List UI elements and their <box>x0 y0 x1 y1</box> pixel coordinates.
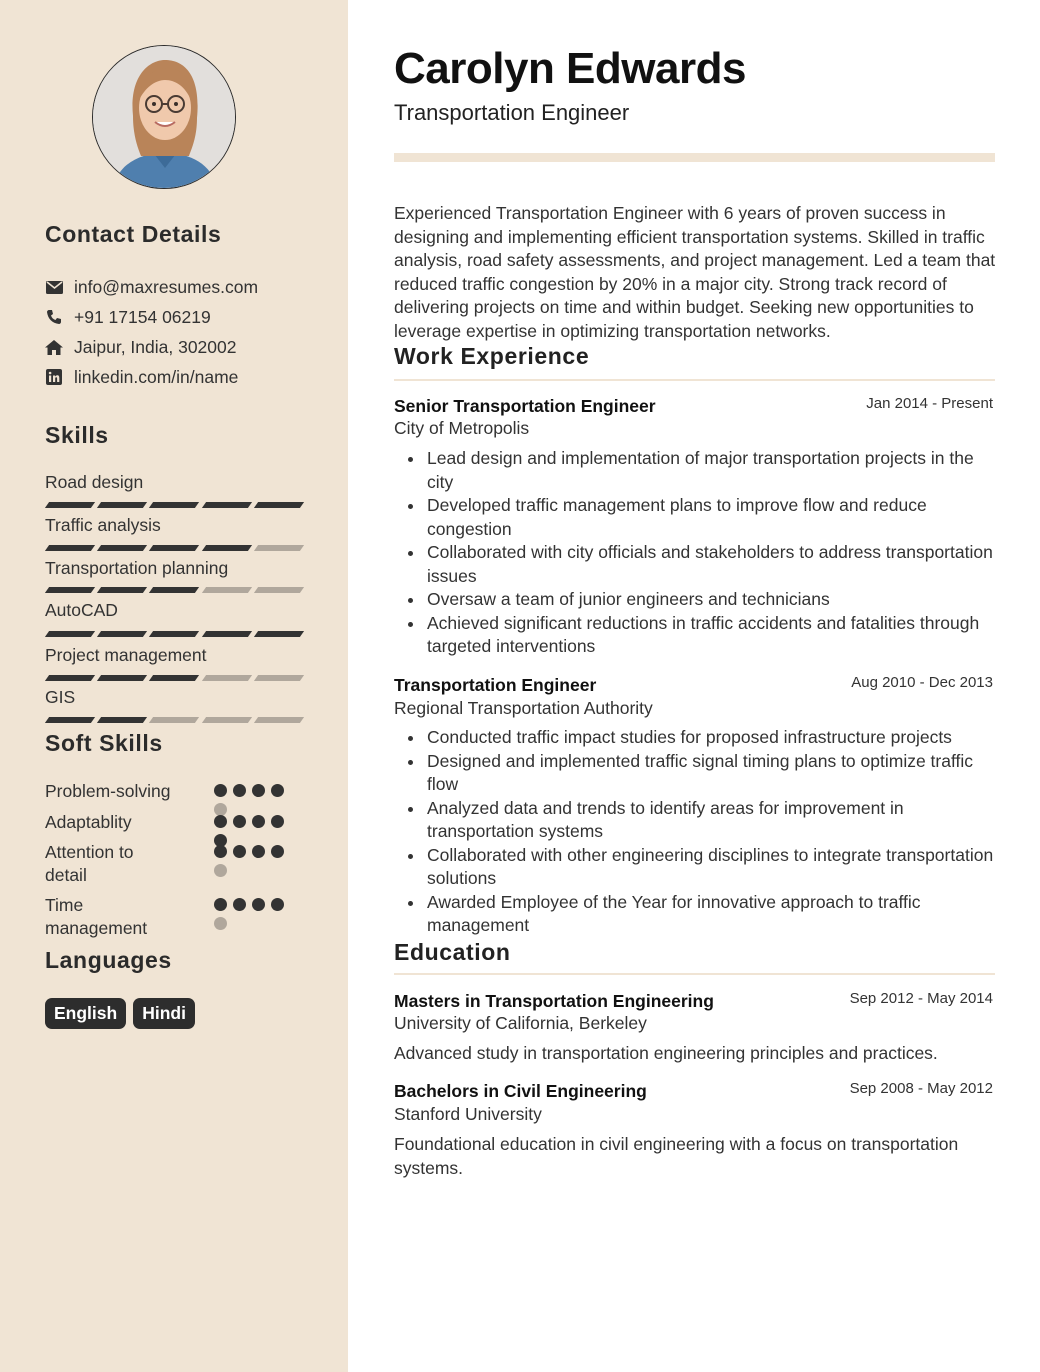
skill-level-bar <box>47 675 302 681</box>
skill-level-segment <box>149 631 199 637</box>
rating-dot <box>214 815 227 828</box>
linkedin-icon <box>45 368 63 386</box>
skill-level-segment <box>254 545 304 551</box>
skill-level-segment <box>254 502 304 508</box>
rating-dot <box>252 845 265 858</box>
skill-level-bar <box>47 717 302 723</box>
skill-level-segment <box>202 675 252 681</box>
list-item: Conducted traffic impact studies for proposed infrastructure projects <box>394 726 994 750</box>
language-list <box>45 998 195 1029</box>
work-experience-heading: Work Experience <box>394 343 590 369</box>
rating-dot <box>271 845 284 858</box>
job-bullets <box>394 726 994 938</box>
skill-level-segment <box>254 631 304 637</box>
soft-skill-rating <box>214 845 290 877</box>
rating-dot <box>233 815 246 828</box>
skill-level-bar <box>47 587 302 593</box>
skill-level-segment <box>45 631 95 637</box>
rating-dot <box>233 845 246 858</box>
skill-level-segment <box>97 545 147 551</box>
sidebar <box>0 0 348 1372</box>
contact-linkedin-text: linkedin.com/in/name <box>74 366 239 387</box>
skill-name: Project management <box>45 645 207 665</box>
languages-heading: Languages <box>45 947 172 973</box>
skill-level-segment <box>97 502 147 508</box>
skill-level-segment <box>45 675 95 681</box>
list-item: Awarded Employee of the Year for innovative approach to traffic management <box>394 891 994 938</box>
soft-skill-name: Problem-solving <box>45 781 171 801</box>
skills-heading: Skills <box>45 422 109 448</box>
contact-email[interactable] <box>45 276 258 298</box>
skill-level-segment <box>149 675 199 681</box>
skill-level-segment <box>202 631 252 637</box>
school-name: University of California, Berkeley <box>394 1013 647 1033</box>
rating-dot <box>271 784 284 797</box>
skill-level-segment <box>97 587 147 593</box>
language-badge: English <box>45 998 126 1029</box>
skill-level-segment <box>149 717 199 723</box>
skill-level-segment <box>45 717 95 723</box>
degree-dates: Sep 2012 - May 2014 <box>849 990 993 1007</box>
rating-dot <box>252 898 265 911</box>
skill-level-segment <box>254 587 304 593</box>
soft-skill-name: Time management <box>45 895 148 938</box>
rating-dot <box>271 898 284 911</box>
soft-skill-rating <box>214 898 290 930</box>
job-organization: City of Metropolis <box>394 418 530 438</box>
list-item: Analyzed data and trends to identify areas for improvement in transportation systems <box>394 797 994 844</box>
list-item: Lead design and implementation of major transportation projects in the city <box>394 447 994 494</box>
skill-level-segment <box>97 717 147 723</box>
job-organization: Regional Transportation Authority <box>394 698 653 718</box>
skill-level-segment <box>202 717 252 723</box>
list-item: Achieved significant reductions in traffic accidents and fatalities through targeted interventions <box>394 612 994 659</box>
skill-level-segment <box>97 631 147 637</box>
contact-phone-text: +91 17154 06219 <box>74 306 211 327</box>
accent-divider <box>394 153 995 162</box>
rating-dot <box>233 898 246 911</box>
skill-level-segment <box>45 587 95 593</box>
degree-title: Bachelors in Civil Engineering <box>394 1081 647 1101</box>
skill-level-segment <box>202 587 252 593</box>
skill-level-segment <box>149 587 199 593</box>
skill-name: GIS <box>45 687 76 707</box>
skill-level-bar <box>47 631 302 637</box>
degree-title: Masters in Transportation Engineering <box>394 991 714 1011</box>
list-item: Developed traffic management plans to improve flow and reduce congestion <box>394 494 994 541</box>
rating-dot <box>214 864 227 877</box>
rating-dot <box>233 784 246 797</box>
contact-phone[interactable] <box>45 306 211 328</box>
job-dates: Aug 2010 - Dec 2013 <box>851 674 993 691</box>
envelope-icon <box>45 278 63 296</box>
rating-dot <box>214 845 227 858</box>
skill-level-segment <box>45 502 95 508</box>
rating-dot <box>252 784 265 797</box>
skill-name: Transportation planning <box>45 558 229 578</box>
skill-level-bar <box>47 545 302 551</box>
skill-level-segment <box>202 502 252 508</box>
rating-dot <box>214 898 227 911</box>
skill-level-segment <box>202 545 252 551</box>
soft-skill-name: Adaptablity <box>45 812 132 832</box>
section-divider <box>394 973 995 975</box>
rating-dot <box>214 917 227 930</box>
skill-level-segment <box>149 502 199 508</box>
soft-skill-rating <box>214 815 290 847</box>
degree-dates: Sep 2008 - May 2012 <box>849 1080 993 1097</box>
contact-heading: Contact Details <box>45 221 222 247</box>
contact-address-text: Jaipur, India, 302002 <box>74 336 237 357</box>
skill-level-bar <box>47 502 302 508</box>
list-item: Collaborated with other engineering disciplines to integrate transportation solutions <box>394 844 994 891</box>
list-item: Collaborated with city officials and stakeholders to address transportation issues <box>394 541 994 588</box>
rating-dot <box>271 815 284 828</box>
skill-level-segment <box>254 675 304 681</box>
job-role: Transportation Engineer <box>394 675 597 695</box>
list-item: Oversaw a team of junior engineers and technicians <box>394 588 994 612</box>
candidate-name: Carolyn Edwards <box>394 44 746 93</box>
degree-description: Advanced study in transportation engineering principles and practices. <box>394 1043 938 1063</box>
soft-skill-name: Attention to detail <box>45 842 134 885</box>
skill-level-segment <box>97 675 147 681</box>
language-badge: Hindi <box>133 998 195 1029</box>
contact-email-text: info@maxresumes.com <box>74 276 259 297</box>
candidate-title: Transportation Engineer <box>394 100 630 125</box>
job-role: Senior Transportation Engineer <box>394 396 656 416</box>
profile-summary: Experienced Transportation Engineer with 6 years of proven success in designing and implementing efficient transportation systems. Skilled in traffic analysis, road safety assessments, and project management. Led a team that reduced traffic congestion by 20% in a major city. Strong track record of delivering projects on time and within budget. Seeking new opportunities to leverage expertise in optimizing transportation networks. <box>394 203 996 341</box>
job-bullets <box>394 447 994 659</box>
list-item: Designed and implemented traffic signal timing plans to optimize traffic flow <box>394 750 994 797</box>
contact-address <box>45 336 237 358</box>
main-content <box>348 0 1040 1372</box>
rating-dot <box>252 815 265 828</box>
skill-name: Road design <box>45 472 144 492</box>
contact-linkedin[interactable] <box>45 366 238 388</box>
skill-level-segment <box>254 717 304 723</box>
rating-dot <box>214 784 227 797</box>
profile-photo <box>92 45 236 189</box>
home-icon <box>45 338 63 356</box>
degree-description: Foundational education in civil engineering with a focus on transportation systems. <box>394 1134 959 1178</box>
skill-name: Traffic analysis <box>45 515 161 535</box>
soft-skill-rating <box>214 784 290 816</box>
section-divider <box>394 379 995 381</box>
school-name: Stanford University <box>394 1104 542 1124</box>
skill-level-segment <box>149 545 199 551</box>
soft-skills-heading: Soft Skills <box>45 730 163 756</box>
education-heading: Education <box>394 939 511 965</box>
skill-name: AutoCAD <box>45 600 118 620</box>
skill-level-segment <box>45 545 95 551</box>
job-dates: Jan 2014 - Present <box>866 395 993 412</box>
phone-icon <box>45 308 63 326</box>
